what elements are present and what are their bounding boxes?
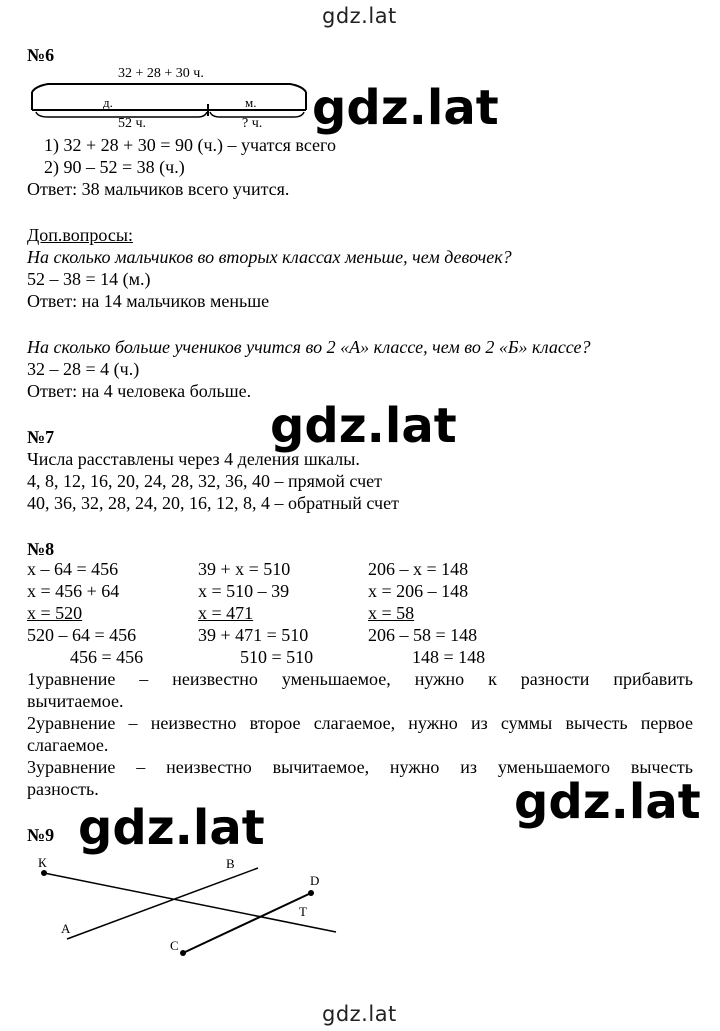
eq1-line2: x = 456 + 64 [27,581,120,601]
eq3-line2: x = 206 – 148 [368,581,469,601]
task6-step2: 2) 90 – 52 = 38 (ч.) [44,157,185,177]
label-d: D [310,873,320,888]
eq1-result: x = 520 [27,603,83,623]
task7-line2: 4, 8, 12, 16, 20, 24, 28, 32, 36, 40 – прямой счет [27,471,382,491]
label-t: Т [299,904,307,919]
explanation-3: 3уравнение – неизвестно вычитаемое, нужно из уменьшаемого вычесть [27,757,693,777]
diagram-seg-left: д. [103,95,113,110]
task7-heading: №7 [27,427,55,447]
eq2-line1: 39 + x = 510 [198,559,291,579]
explanation-3-cont: разность. [27,779,99,799]
watermark-big-4: gdz.lat [78,800,265,856]
extra-question-2-solution: 32 – 28 = 4 (ч.) [27,359,140,379]
explanation-1-cont: вычитаемое. [27,691,124,711]
explanation-1: 1уравнение – неизвестно уменьшаемое, нужно к разности прибавить [27,669,693,689]
task6-answer: Ответ: 38 мальчиков всего учится. [27,179,290,199]
eq2-check: 39 + 471 = 510 [198,625,309,645]
extra-question-1: На сколько мальчиков во вторых классах меньше, чем девочек? [27,247,512,267]
diagram-bottom-right: ? ч. [242,116,263,131]
diagram-bottom-left: 52 ч. [118,116,147,131]
label-a: А [61,921,71,936]
eq3-check-result: 148 = 148 [412,647,486,667]
watermark-big-1: gdz.lat [312,80,499,136]
watermark-big-3: gdz.lat [514,774,701,830]
eq2-result: x = 471 [198,603,254,623]
eq1-check-result: 456 = 456 [70,647,144,667]
task7-line3: 40, 36, 32, 28, 24, 20, 16, 12, 8, 4 – обратный счет [27,493,399,513]
eq2-line2: x = 510 – 39 [198,581,290,601]
eq3-result: x = 58 [368,603,415,623]
watermark-bottom: gdz.lat [322,1002,397,1026]
diagram-seg-right: м. [245,95,257,110]
top-brace [32,84,306,92]
watermark-top: gdz.lat [322,4,397,28]
task7-line1: Числа расставлены через 4 деления шкалы. [27,449,360,469]
diagram-top-label: 32 + 28 + 30 ч. [118,66,204,81]
task9-heading: №9 [27,825,55,845]
task8-heading: №8 [27,539,55,559]
label-c: С [170,938,179,953]
extra-questions-heading: Доп.вопросы: [27,225,133,245]
label-k: К [38,855,47,870]
point-d [308,890,314,896]
task6-step1: 1) 32 + 28 + 30 = 90 (ч.) – учатся всего [44,135,336,155]
explanation-2: 2уравнение – неизвестно второе слагаемое, нужно из суммы вычесть первое [27,713,693,733]
extra-question-2-answer: Ответ: на 4 человека больше. [27,381,252,401]
line-ab [67,868,258,939]
label-b: В [226,856,235,871]
eq1-check: 520 – 64 = 456 [27,625,137,645]
eq3-check: 206 – 58 = 148 [368,625,478,645]
watermark-big-2: gdz.lat [270,398,457,454]
eq2-check-result: 510 = 510 [240,647,314,667]
eq1-line1: x – 64 = 456 [27,559,119,579]
explanation-2-cont: слагаемое. [27,735,109,755]
extra-question-1-solution: 52 – 38 = 14 (м.) [27,269,151,289]
extra-question-1-answer: Ответ: на 14 мальчиков меньше [27,291,270,311]
point-c [180,950,186,956]
extra-question-2: На сколько больше учеников учится во 2 «А» классе, чем во 2 «Б» классе? [27,337,591,357]
eq3-line1: 206 – x = 148 [368,559,469,579]
task6-heading: №6 [27,45,55,65]
